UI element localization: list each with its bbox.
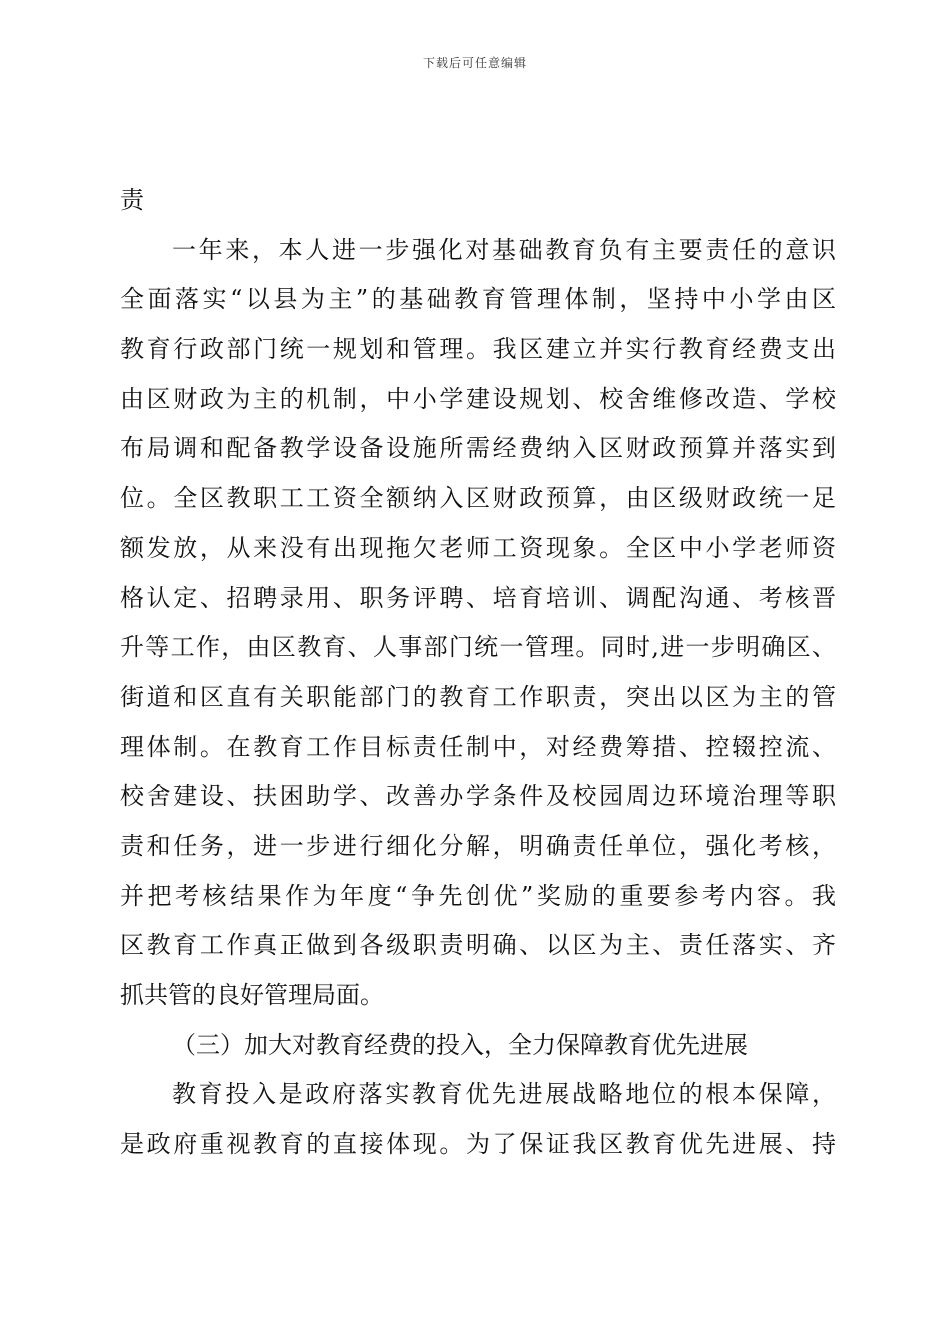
text-line: 是政府重视教育的直接体现。为了保证我区教育优先进展、持 bbox=[120, 1130, 836, 1159]
text-line: 额发放，从来没有出现拖欠老师工资现象。全区中小学老师资 bbox=[120, 533, 836, 562]
paragraph-first-line: 一年来，本人进一步强化对基础教育负有主要责任的意识 bbox=[172, 235, 836, 264]
text-line: 全面落实“以县为主”的基础教育管理体制，坚持中小学由区 bbox=[120, 285, 836, 314]
text-line: 街道和区直有关职能部门的教育工作职责，突出以区为主的管 bbox=[120, 682, 836, 711]
text-line: 并把考核结果作为年度“争先创优”奖励的重要参考内容。我 bbox=[120, 881, 836, 910]
document-body bbox=[120, 176, 836, 1170]
text-line: 区教育工作真正做到各级职责明确、以区为主、责任落实、齐 bbox=[120, 931, 836, 960]
text-line: 由区财政为主的机制，中小学建设规划、校舍维修改造、学校 bbox=[120, 384, 836, 413]
text-line: 责 bbox=[120, 186, 144, 214]
text-line: 布局调和配备教学设备设施所需经费纳入区财政预算并落实到 bbox=[120, 434, 836, 463]
text-line: 格认定、招聘录用、职务评聘、培育培训、调配沟通、考核晋 bbox=[120, 583, 836, 612]
section-heading: （三）加大对教育经费的投入，全力保障教育优先进展 bbox=[172, 1030, 748, 1059]
text-line: 升等工作，由区教育、人事部门统一管理。同时,进一步明确区、 bbox=[120, 633, 836, 662]
text-line: 教育行政部门统一规划和管理。我区建立并实行教育经费支出 bbox=[120, 335, 836, 364]
paragraph-first-line: 教育投入是政府落实教育优先进展战略地位的根本保障， bbox=[172, 1080, 836, 1109]
text-line: 理体制。在教育工作目标责任制中，对经费筹措、控辍控流、 bbox=[120, 732, 836, 761]
text-line: 责和任务，进一步进行细化分解，明确责任单位，强化考核， bbox=[120, 831, 836, 860]
page-header: 下载后可任意编辑 bbox=[422, 56, 527, 70]
text-line: 位。全区教职工工资全额纳入区财政预算，由区级财政统一足 bbox=[120, 484, 836, 513]
paragraph-last-line: 抓共管的良好管理局面。 bbox=[120, 981, 384, 1009]
text-line: 校舍建设、扶困助学、改善办学条件及校园周边环境治理等职 bbox=[120, 782, 836, 811]
